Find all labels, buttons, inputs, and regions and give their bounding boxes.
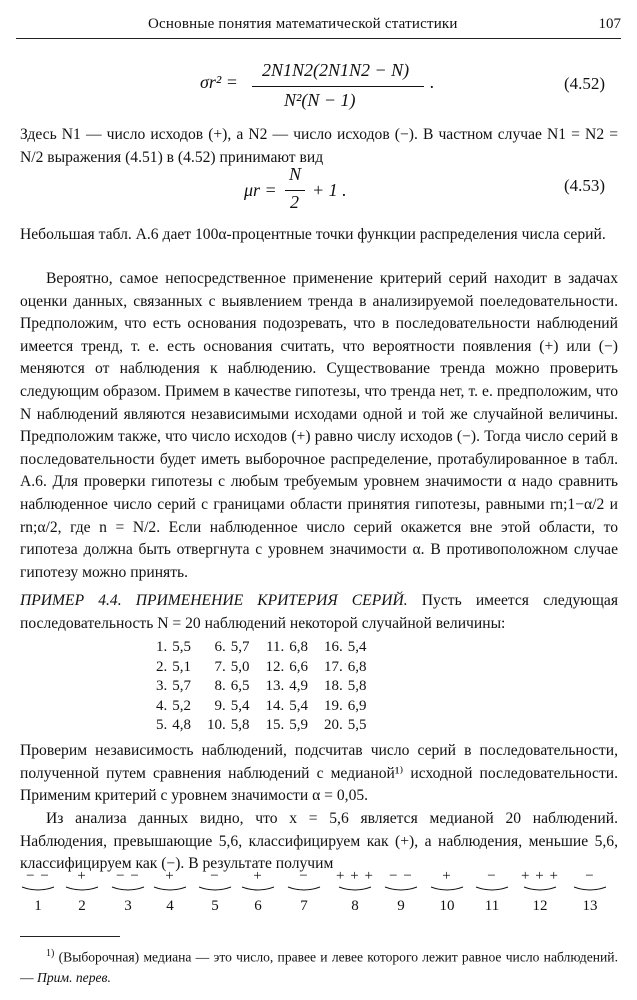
run-brace [18, 886, 58, 892]
run-brace [520, 886, 560, 892]
observation-index: 9. [214, 697, 226, 714]
example-intro: Пусть имеется следующая последовательность N = 20 наблюдений некоторой случайной величины: [20, 592, 618, 632]
observation-index: 8. [214, 678, 226, 695]
page-number: 107 [598, 16, 621, 32]
run-item [520, 868, 560, 915]
run-sign: + + + [521, 868, 559, 884]
observation-index: 6. [214, 639, 226, 656]
run-sign: − [299, 868, 309, 884]
observation-index: 19. [324, 697, 343, 714]
observation-value: 6,8 [347, 658, 367, 675]
observation-value: 6,8 [289, 639, 308, 656]
run-index: 12 [532, 898, 548, 914]
run-brace [284, 886, 324, 892]
eq-dot: . [430, 72, 435, 92]
observation-index: 11. [266, 639, 285, 656]
table-row [156, 638, 383, 658]
running-title: Основные понятия математической статистики [148, 16, 458, 32]
observation-index: 12. [265, 658, 285, 675]
run-index: 8 [351, 898, 359, 914]
observation-value: 5,5 [172, 639, 191, 656]
run-sign: − [210, 868, 220, 884]
run-series [20, 868, 618, 926]
footnote-marker: 1) [46, 948, 55, 959]
paragraph-notation: Здесь N1 — число исходов (+), а N2 — число исходов (−). В частном случае N1 = N2 = N/2 выражения (4.51) в (4.52) принимают вид [20, 126, 618, 166]
running-header [16, 14, 621, 39]
fraction-bar [252, 86, 424, 87]
eq-4-52-lhs: σr² = [200, 72, 238, 92]
run-index: 3 [124, 898, 132, 914]
run-brace [150, 886, 190, 892]
eq-4-53-tail: + 1 . [312, 180, 347, 200]
table-row [156, 697, 383, 717]
run-brace [381, 886, 421, 892]
eq-4-53-denominator: 2 [290, 192, 299, 212]
run-sign: + [253, 868, 263, 884]
run-brace [238, 886, 278, 892]
observation-index: 13. [265, 678, 285, 695]
paragraph-median-test: Проверим независимость наблюдений, подсчитав число серий в последовательности, полученной путем сравнения наблюдений с медианой¹⁾ исходной последовательности. Применим критерий с уровнем значимости α = 0,05. [20, 742, 618, 805]
observation-index: 20. [324, 717, 343, 734]
footnote [20, 944, 618, 988]
table-row [156, 658, 383, 678]
observation-index: 2. [156, 658, 168, 675]
run-sign: + [442, 868, 452, 884]
run-brace [427, 886, 467, 892]
run-item [195, 868, 235, 915]
observation-value: 6,9 [347, 697, 367, 714]
paragraph-trend: Вероятно, самое непосредственное применение критерий серий находит в задачах оценки данных, связанных с выявлением тренда в анализируемой поеледовательности. Предположим, что есть основания подозревать, что в последовательности наблюдений имеется тренд, т. е. есть основания считать, что вероятности появления (+) или (−) меняются от наблюдения к наблюдению. Существование тренда можно проверить следующим образом. Примем в качестве гипотезы, что тренда нет, т. е. предположим, что N наблюдений являются независимыми исходами одной и той же случайной величины. Предположим также, что число исходов (+) равно числу исходов (−). Тогда число серий в последовательности будет иметь выборочное распределение, протабулированное в табл. А.6. Для проверки гипотезы с любым требуемым уровнем значимости α надо сравнить наблюденное число серий с границами области принятия гипотезы, равными rn;1−α/2 и rn;α/2, где n = N/2. Если наблюденное число серий окажется вне этой области, то гипотеза должна быть отвергнута с уровнем значимости α. В противоположном случае гипотезу можно принять. [20, 270, 618, 581]
observation-index: 17. [324, 658, 343, 675]
observations-table [156, 638, 383, 736]
eq-4-53-numerator: N [289, 164, 302, 184]
run-index: 1 [34, 898, 42, 914]
run-brace [195, 886, 235, 892]
run-brace [108, 886, 148, 892]
observation-index: 7. [214, 658, 226, 675]
run-sign: + [77, 868, 87, 884]
observation-value: 5,2 [172, 697, 191, 714]
observation-index: 15. [265, 717, 285, 734]
footnote-text: (Выборочная) медиана — это число, правее и левее которого лежит равное число наблюдений.— [20, 949, 618, 985]
run-index: 10 [439, 898, 455, 914]
observation-index: 18. [324, 678, 343, 695]
paragraph-table-ref: Небольшая табл. А.6 дает 100α-процентные точки функции распределения числа серий. [20, 226, 606, 243]
run-item [62, 868, 102, 915]
observation-index: 5. [156, 717, 168, 734]
observation-value: 5,8 [230, 717, 250, 734]
run-index: 2 [78, 898, 86, 914]
run-item [472, 868, 512, 915]
run-item [427, 868, 467, 915]
observation-index: 10. [207, 717, 226, 734]
run-item [18, 868, 58, 915]
run-sign: − [585, 868, 595, 884]
run-sign: + [165, 868, 175, 884]
observation-index: 14. [265, 697, 285, 714]
eq-4-52-numerator: 2N1N2(2N1N2 − N) [262, 60, 410, 80]
observation-value: 5,7 [172, 678, 191, 695]
run-item [238, 868, 278, 915]
run-index: 9 [397, 898, 405, 914]
observation-value: 5,4 [289, 697, 308, 714]
run-item [150, 868, 190, 915]
footnote-credit: Прим. перев. [37, 969, 111, 985]
observation-value: 4,9 [289, 678, 308, 695]
run-brace [62, 886, 102, 892]
eq-4-52-number: (4.52) [564, 74, 606, 93]
observation-value: 6,5 [230, 678, 250, 695]
run-sign: − − [116, 868, 140, 884]
eq-4-52-denominator: N²(N − 1) [284, 90, 356, 110]
run-index: 4 [166, 898, 174, 914]
run-item [570, 868, 610, 915]
run-sign: + + + [336, 868, 374, 884]
run-sign: − − [389, 868, 413, 884]
run-item [284, 868, 324, 915]
observation-value: 6,6 [289, 658, 308, 675]
footnote-rule [20, 936, 120, 937]
paragraph-classification: Из анализа данных видно, что x = 5,6 является медианой 20 наблюдений. Наблюдения, превышающие 5,6, классифицируем как (+), а наблюдения, меньшие 5,6, классифицируем как (−). В результате получим [20, 810, 618, 873]
run-index: 6 [254, 898, 262, 914]
eq-4-53-lhs: μr = [244, 180, 277, 200]
observation-value: 5,9 [289, 717, 308, 734]
observation-index: 1. [156, 639, 168, 656]
observation-value: 5,7 [230, 639, 250, 656]
observation-value: 5,0 [230, 658, 250, 675]
run-index: 11 [484, 898, 500, 914]
run-sign: − − [26, 868, 50, 884]
table-row [156, 677, 383, 697]
observation-value: 5,1 [172, 658, 191, 675]
run-index: 7 [300, 898, 308, 914]
observation-value: 5,4 [347, 639, 367, 656]
observation-index: 3. [156, 678, 168, 695]
example-label: ПРИМЕР 4.4. ПРИМЕНЕНИЕ КРИТЕРИЯ СЕРИЙ. [20, 592, 408, 609]
table-row [156, 716, 383, 736]
run-index: 5 [211, 898, 219, 914]
run-index: 13 [582, 898, 598, 914]
observation-value: 5,5 [347, 717, 367, 734]
run-brace [472, 886, 512, 892]
observation-value: 5,4 [230, 697, 250, 714]
run-item [108, 868, 148, 915]
run-brace [335, 886, 375, 892]
run-item [381, 868, 421, 915]
observation-value: 5,8 [347, 678, 367, 695]
observation-index: 4. [156, 697, 168, 714]
run-brace [570, 886, 610, 892]
eq-4-53-number: (4.53) [564, 176, 606, 195]
fraction-bar [285, 190, 305, 191]
observation-index: 16. [324, 639, 343, 656]
run-sign: − [487, 868, 497, 884]
paragraph-example [20, 590, 618, 635]
run-item [335, 868, 375, 915]
observation-value: 4,8 [172, 717, 191, 734]
